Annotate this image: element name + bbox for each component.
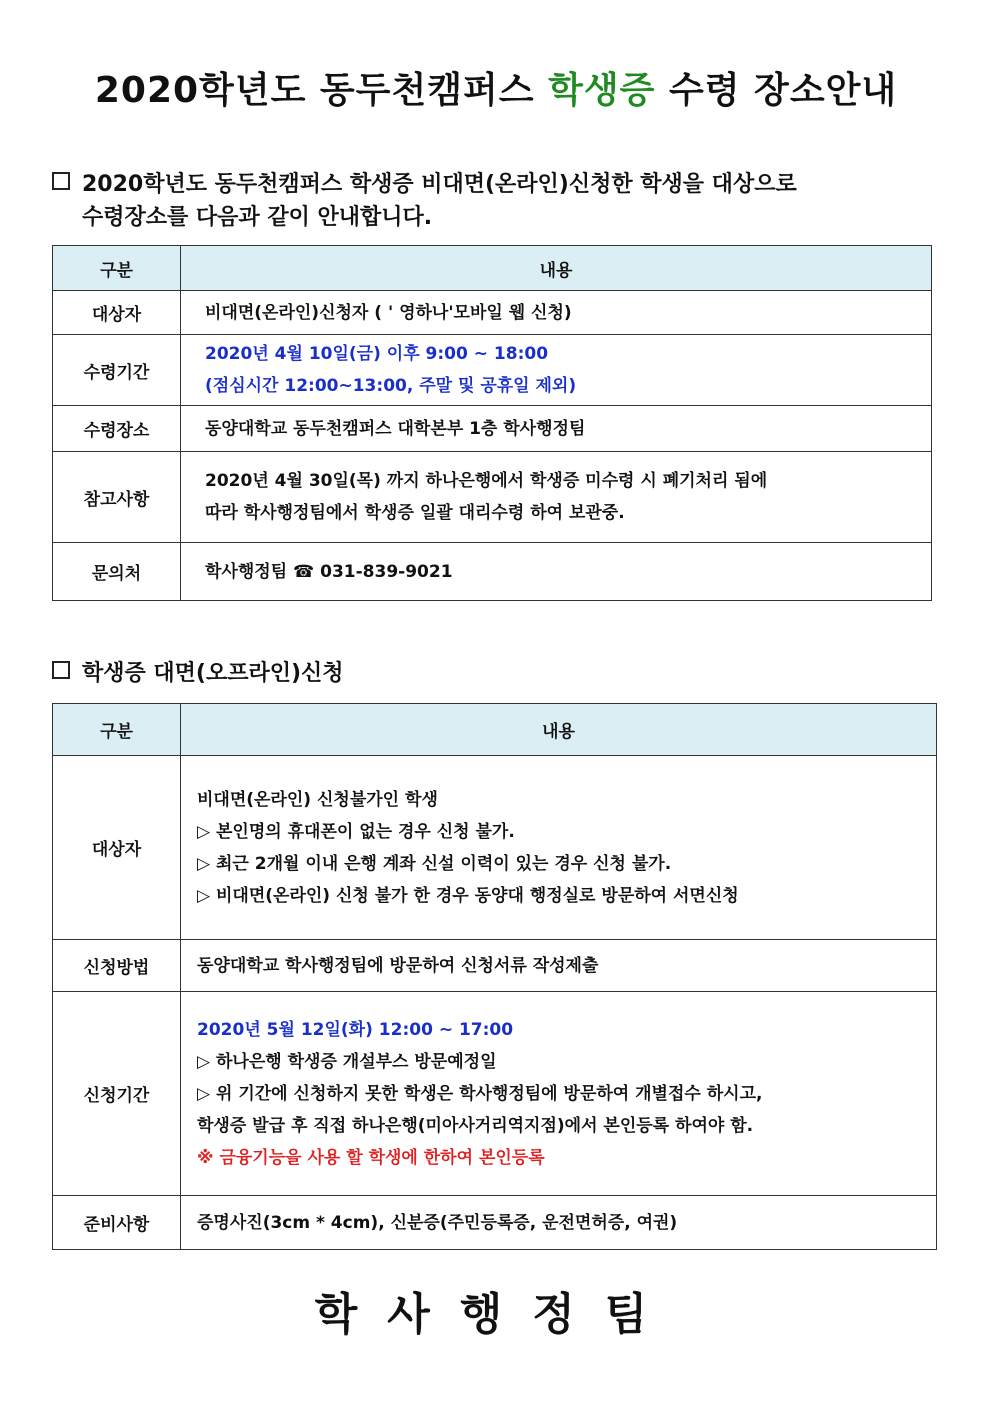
checkbox-square-icon: [52, 661, 70, 679]
section2-heading: 학생증 대면(오프라인)신청: [52, 657, 344, 690]
table-row: 대상자 비대면(온라인) 신청불가인 학생 ▷ 본인명의 휴대폰이 없는 경우 신청 불가. ▷ 최근 2개월 이내 은행 계좌 신설 이력이 있는 경우 신청 불가. ▷ 비대면(온라인) 신청 불가 한 경우 동양대 행정실로 방문하여 서면신청: [53, 756, 937, 940]
page-title: 2020학년도 동두천캠퍼스 학생증 수령 장소안내: [94, 70, 898, 111]
table-row: 수령기간 2020년 4월 10일(금) 이후 9:00 ~ 18:00 (점심시간 12:00~13:00, 주말 및 공휴일 제외): [53, 335, 932, 406]
offline-application-table: [52, 703, 937, 1250]
col-header-content: 내용: [181, 704, 937, 756]
pickup-info-table: [52, 245, 932, 601]
table-row: 수령장소 동양대학교 동두천캠퍼스 대학본부 1층 학사행정팀: [53, 406, 932, 452]
table-row: 대상자 비대면(온라인)신청자 ( ' 영하나'모바일 웹 신청): [53, 291, 932, 335]
title-highlight: 학생증: [548, 70, 656, 111]
contact-phone: 학사행정팀 ☎ 031-839-9021: [205, 561, 453, 582]
col-header-content: 내용: [181, 246, 932, 291]
table-row: 문의처 학사행정팀 ☎ 031-839-9021: [53, 543, 932, 601]
col-header-category: 구분: [53, 246, 181, 291]
section1-intro: 2020학년도 동두천캠퍼스 학생증 비대면(온라인)신청한 학생을 대상으로 수령장소를 다음과 같이 안내합니다.: [52, 168, 797, 234]
table-row: 신청기간 2020년 5월 12일(화) 12:00 ~ 17:00 ▷ 하나은행 학생증 개설부스 방문예정일 ▷ 위 기간에 신청하지 못한 학생은 학사행정팀에 방문하여 개별접수 하시고, 학생증 발급 후 직접 하나은행(미아사거리역지점)에서 본인등록 하여야 함. ※ 금융기능을 사용 할 학생에 한하여 본인등록: [53, 992, 937, 1196]
table-row: 신청방법 동양대학교 학사행정팀에 방문하여 신청서류 작성제출: [53, 940, 937, 992]
checkbox-square-icon: [52, 172, 70, 190]
table-row: 준비사항 증명사진(3cm * 4cm), 신분증(주민등록증, 운전면허증, 여권): [53, 1196, 937, 1250]
footer-department: 학사행정팀: [314, 1289, 678, 1340]
table-row: 참고사항 2020년 4월 30일(목) 까지 하나은행에서 학생증 미수령 시 폐기처리 됨에 따라 학사행정팀에서 학생증 일괄 대리수령 하여 보관중.: [53, 452, 932, 543]
col-header-category: 구분: [53, 704, 181, 756]
